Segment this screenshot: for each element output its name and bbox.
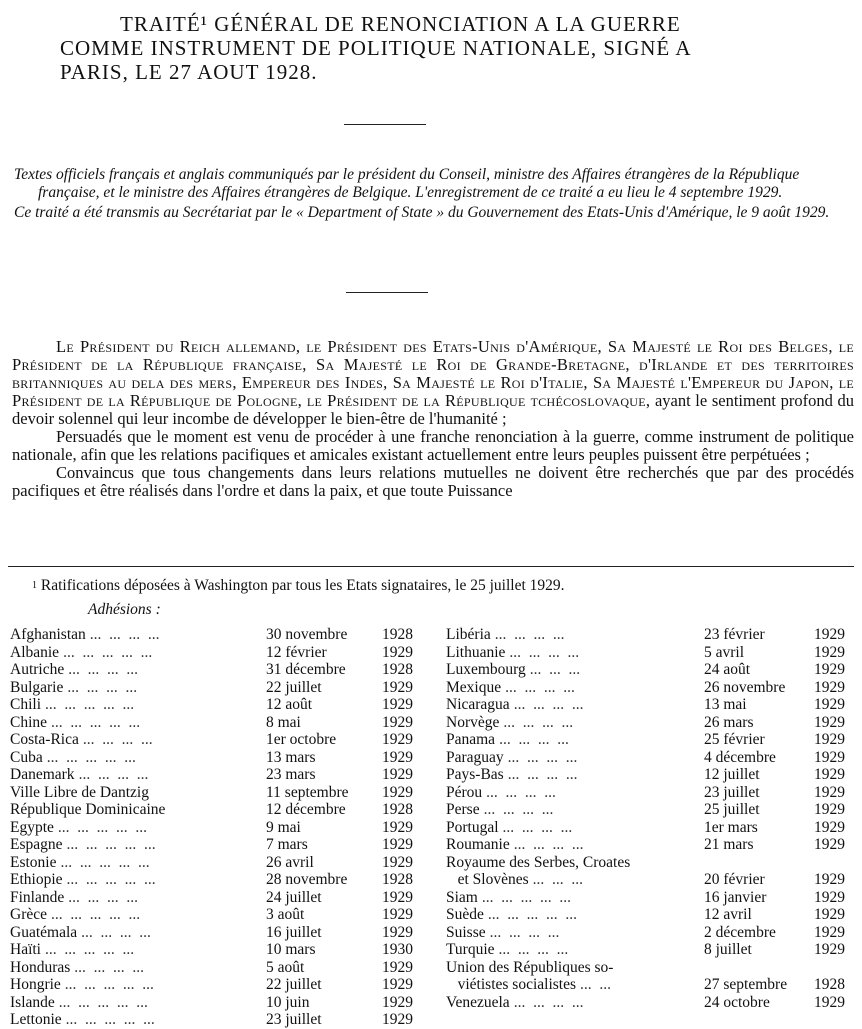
leader-dots: ... ... ... ... ... (60, 853, 150, 871)
adhesion-row (446, 696, 854, 714)
adhesion-row (446, 819, 854, 837)
adhesion-row (10, 714, 426, 732)
adhesion-year: 1929 (814, 678, 845, 696)
adhesion-date: 12 février (266, 643, 327, 661)
adhesion-row (10, 644, 426, 662)
leader-dots: ... ... ... ... ... (58, 993, 148, 1011)
adhesion-row (446, 906, 854, 924)
leader-dots: ... ... ... ... ... (45, 941, 135, 958)
adhesion-country: Libéria ... ... ... ... (446, 626, 565, 643)
adhesion-country: Pays-Bas ... ... ... ... (446, 766, 578, 783)
adhesion-year: 1929 (814, 661, 845, 678)
adhesion-country: Hongrie ... ... ... ... ... (10, 976, 154, 993)
adhesion-date: 16 janvier (704, 888, 767, 906)
adhesion-row (446, 976, 854, 994)
leader-dots: ... ... ... ... (507, 748, 578, 766)
adhesion-country: Paraguay ... ... ... ... (446, 748, 578, 766)
preamble-parties: Le Président du Reich allemand, le Président des Etats-Unis d'Amérique, Sa Majesté le Roi des Belges, le Président de la République française, Sa Majesté le Roi de Grande-Bretagne, d'Irlande et des territoires britanniques au dela des mers, Empereur des Indes, Sa Majesté le Roi d'Italie, Sa Majesté l'Empereur du Japon, le Président de la République de Pologne, le Président de la République tchécoslovaque, (12, 337, 854, 410)
leader-dots: ... ... ... ... (68, 888, 138, 906)
leader-dots: ... ... ... ... (509, 643, 580, 661)
adhesion-country: Perse ... ... ... ... (446, 801, 554, 818)
adhesion-row (446, 854, 854, 872)
adhesion-country: Honduras ... ... ... ... (10, 958, 145, 976)
leader-dots: ... ... ... ... (498, 941, 569, 958)
adhesion-row (10, 661, 426, 679)
leader-dots: ... ... ... ... (513, 836, 584, 853)
leader-dots: ... ... ... ... ... (63, 643, 153, 661)
adhesion-year: 1929 (382, 888, 413, 906)
adhesion-country: viétistes socialistes ... ... (446, 976, 612, 993)
leader-dots: ... ... ... ... (486, 783, 556, 801)
adhesion-country: Pérou ... ... ... ... (446, 783, 556, 801)
adhesion-country: Egypte ... ... ... ... ... (10, 818, 148, 836)
adhesion-row (446, 731, 854, 749)
adhesion-year: 1928 (382, 801, 413, 818)
leader-dots: ... ... ... ... (78, 766, 149, 783)
adhesion-country: Grèce ... ... ... ... ... (10, 906, 141, 923)
adhesion-row (10, 959, 426, 977)
adhesion-row (446, 889, 854, 907)
adhesion-year: 1928 (814, 976, 845, 993)
preamble-paragraph (12, 338, 854, 428)
adhesion-country: Ville Libre de Dantzig (10, 783, 149, 801)
adhesion-row (10, 854, 426, 872)
adhesion-date: 12 décembre (266, 801, 346, 818)
adhesion-date: 26 avril (266, 853, 314, 871)
adhesion-row (10, 941, 426, 959)
adhesion-year: 1929 (382, 678, 413, 696)
adhesion-date: 27 septembre (704, 976, 788, 993)
adhesion-country: Roumanie ... ... ... ... (446, 836, 584, 853)
leader-dots: ... ... ... ... (502, 818, 573, 836)
adhesion-country: Islande ... ... ... ... ... (10, 993, 148, 1011)
adhesion-year: 1929 (814, 643, 845, 661)
adhesion-row (446, 994, 854, 1012)
adhesion-row (10, 924, 426, 942)
adhesion-date: 1er octobre (266, 731, 337, 748)
adhesion-row (446, 959, 854, 977)
adhesion-country: Portugal ... ... ... ... (446, 818, 573, 836)
adhesion-date: 10 mars (266, 941, 316, 958)
adhesion-row (10, 889, 426, 907)
leader-dots: ... ... ... ... (513, 696, 584, 713)
adhesion-year: 1929 (382, 1011, 413, 1028)
adhesions-list-right (446, 626, 854, 1011)
editorial-note-paragraph: Textes officiels français et anglais communiqués par le président du Conseil, ministre des Affaires étrangères de la République française, et le ministre des Affaires étrangères de Belgique. L'enregistrement de ce traité a eu lieu le 4 septembre 1929. (14, 166, 800, 201)
adhesion-country: Norvège ... ... ... ... (446, 713, 574, 731)
adhesion-year: 1929 (814, 818, 845, 836)
adhesion-year: 1929 (814, 783, 845, 801)
adhesion-date: 26 mars (704, 713, 754, 731)
adhesion-row (446, 714, 854, 732)
adhesion-country: Nicaragua ... ... ... ... (446, 696, 584, 713)
title-line-3: PARIS, LE 27 AOUT 1928. (60, 60, 318, 84)
adhesion-year: 1929 (382, 993, 413, 1011)
adhesion-year: 1929 (382, 783, 413, 801)
adhesion-date: 12 juillet (704, 766, 760, 783)
adhesion-year: 1929 (814, 748, 845, 766)
footnote-mark: 1 (32, 580, 37, 591)
adhesion-year: 1929 (814, 871, 845, 888)
adhesion-country: Chine ... ... ... ... ... (10, 713, 141, 731)
adhesion-country: Cuba ... ... ... ... ... (10, 748, 136, 766)
adhesion-country: Afghanistan ... ... ... ... (10, 626, 160, 643)
adhesion-country: Costa-Rica ... ... ... ... (10, 731, 153, 748)
adhesions-list-left (10, 626, 426, 1029)
adhesion-date: 9 mai (266, 818, 301, 836)
adhesion-row (10, 906, 426, 924)
adhesion-row (10, 836, 426, 854)
adhesion-row (446, 924, 854, 942)
title-line-1: TRAITÉ¹ GÉNÉRAL DE RENONCIATION A LA GUERRE (120, 12, 681, 36)
leader-dots: ... ... ... (529, 661, 581, 678)
adhesion-country: Haïti ... ... ... ... ... (10, 941, 135, 958)
adhesion-row (10, 766, 426, 784)
adhesion-date: 23 mars (266, 766, 316, 783)
adhesion-date: 8 mai (266, 713, 301, 731)
adhesion-year: 1929 (382, 696, 413, 713)
adhesion-row (446, 766, 854, 784)
adhesion-year: 1929 (382, 853, 413, 871)
adhesion-date: 22 juillet (266, 678, 322, 696)
adhesion-row (446, 871, 854, 889)
adhesion-country: Panama ... ... ... ... (446, 731, 569, 748)
adhesion-date: 13 mars (266, 748, 316, 766)
adhesion-date: 25 juillet (704, 801, 760, 818)
adhesion-year: 1929 (382, 976, 413, 993)
adhesion-date: 5 avril (704, 643, 745, 661)
adhesion-country: Union des Républiques so- (446, 958, 614, 976)
adhesion-date: 5 août (266, 958, 305, 976)
adhesion-country: Turquie ... ... ... ... (446, 941, 569, 958)
adhesion-year: 1929 (382, 818, 413, 836)
leader-dots: ... ... ... ... (81, 923, 151, 941)
leader-dots: ... ... ... ... ... (51, 906, 141, 923)
adhesion-year: 1929 (814, 888, 845, 906)
adhesion-date: 4 décembre (704, 748, 776, 766)
adhesion-row (10, 871, 426, 889)
adhesion-date: 1er mars (704, 818, 758, 836)
adhesion-country: République Dominicaine (10, 801, 166, 818)
leader-dots: ... ... ... ... (499, 731, 569, 748)
adhesion-date: 22 juillet (266, 976, 322, 993)
adhesion-country: Estonie ... ... ... ... ... (10, 853, 150, 871)
leader-dots: ... ... ... ... ... (487, 906, 578, 923)
leader-dots: ... ... ... ... (483, 801, 554, 818)
leader-dots: ... ... ... ... (82, 731, 153, 748)
adhesion-country: Royaume des Serbes, Croates (446, 853, 631, 871)
adhesion-year: 1929 (814, 801, 845, 818)
leader-dots: ... ... ... ... (513, 993, 584, 1011)
adhesion-date: 23 février (704, 626, 765, 643)
adhesion-year: 1929 (814, 696, 845, 713)
adhesion-year: 1929 (382, 958, 413, 976)
leader-dots: ... ... ... ... (68, 661, 138, 678)
adhesion-year: 1928 (382, 871, 413, 888)
editorial-note-paragraph: Ce traité a été transmis au Secrétariat par le « Department of State » du Gouvernement des Etats-Unis d'Amérique, le 9 août 1929. (14, 204, 830, 221)
adhesion-row (446, 644, 854, 662)
adhesion-date: 20 février (704, 871, 765, 888)
adhesion-country: Chili ... ... ... ... ... (10, 696, 135, 713)
adhesion-date: 8 juillet (704, 941, 752, 958)
footnote-text: Ratifications déposées à Washington par tous les Etats signataires, le 25 juillet 1929. (40, 577, 565, 594)
adhesion-year: 1929 (814, 923, 845, 941)
leader-dots: ... ... ... ... (67, 678, 138, 696)
adhesion-year: 1929 (382, 766, 413, 783)
adhesion-country: Luxembourg ... ... ... (446, 661, 581, 678)
leader-dots: ... ... ... ... ... (46, 748, 136, 766)
adhesion-date: 23 juillet (266, 1011, 322, 1028)
preamble-paragraph: Convaincus que tous changements dans leurs relations mutuelles ne doivent être recherchés que par des procédés pacifiques et être réalisés dans l'ordre et dans la paix, et que toute Puissance (12, 463, 854, 500)
adhesion-country: Siam ... ... ... ... ... (446, 888, 571, 906)
adhesion-date: 13 mai (704, 696, 747, 713)
adhesion-country: Espagne ... ... ... ... ... (10, 836, 156, 853)
adhesion-year: 1929 (382, 713, 413, 731)
adhesion-country: Guatémala ... ... ... ... (10, 923, 151, 941)
adhesion-country: Lithuanie ... ... ... ... (446, 643, 580, 661)
adhesion-country: Albanie ... ... ... ... ... (10, 643, 153, 661)
adhesion-date: 24 octobre (704, 993, 770, 1011)
title-line-2: COMME INSTRUMENT DE POLITIQUE NATIONALE, SIGNÉ A (60, 36, 692, 60)
separator-rule (346, 292, 428, 293)
leader-dots: ... ... ... ... ... (66, 871, 156, 888)
preamble-text: ayant le sentiment profond du devoir solennel qui leur incombe de développer le bien-être de l'humanité ; (12, 391, 854, 428)
footnote-rule (8, 566, 854, 567)
adhesion-year: 1929 (814, 836, 845, 853)
adhesion-country: Danemark ... ... ... ... (10, 766, 149, 783)
adhesion-year: 1929 (382, 906, 413, 923)
adhesion-row (446, 784, 854, 802)
adhesion-date: 23 juillet (704, 783, 760, 801)
adhesion-year: 1929 (814, 766, 845, 783)
adhesion-country: Bulgarie ... ... ... ... (10, 678, 138, 696)
adhesion-country: Suède ... ... ... ... ... (446, 906, 578, 923)
adhesion-country: Suisse ... ... ... ... (446, 923, 560, 941)
leader-dots: ... ... ... ... (489, 923, 560, 941)
adhesion-row (446, 749, 854, 767)
adhesion-row (446, 836, 854, 854)
adhesion-row (10, 749, 426, 767)
leader-dots: ... ... (580, 976, 612, 993)
leader-dots: ... ... ... ... ... (481, 888, 571, 906)
adhesion-row (446, 679, 854, 697)
adhesion-date: 3 août (266, 906, 305, 923)
adhesion-date: 28 novembre (266, 871, 348, 888)
adhesion-date: 12 avril (704, 906, 752, 923)
adhesion-date: 7 mars (266, 836, 308, 853)
adhesion-country: Finlande ... ... ... ... (10, 888, 138, 906)
adhesion-year: 1929 (382, 731, 413, 748)
adhesion-date: 24 juillet (266, 888, 322, 906)
leader-dots: ... ... ... ... (505, 678, 575, 696)
adhesion-date: 16 juillet (266, 923, 322, 941)
leader-dots: ... ... ... ... ... (45, 696, 135, 713)
adhesion-row (10, 696, 426, 714)
adhesion-row (446, 626, 854, 644)
adhesion-year: 1930 (382, 941, 413, 958)
adhesion-year: 1929 (814, 713, 845, 731)
separator-rule (344, 124, 426, 125)
adhesion-row (446, 941, 854, 959)
adhesion-date: 2 décembre (704, 923, 776, 941)
adhesion-date: 12 août (266, 696, 313, 713)
adhesion-year: 1929 (814, 906, 845, 923)
adhesion-row (446, 661, 854, 679)
leader-dots: ... ... ... ... (494, 626, 565, 643)
leader-dots: ... ... ... ... ... (57, 818, 148, 836)
adhesion-date: 31 décembre (266, 661, 346, 678)
leader-dots: ... ... ... ... (74, 958, 145, 976)
document-title (60, 12, 860, 84)
editorial-note (14, 166, 854, 224)
adhesion-country: Ethiopie ... ... ... ... ... (10, 871, 156, 888)
adhesions-label: Adhésions : (88, 601, 161, 618)
adhesion-year: 1928 (382, 626, 413, 643)
adhesion-year: 1929 (814, 626, 845, 643)
adhesion-year: 1928 (382, 661, 413, 678)
adhesion-row (10, 679, 426, 697)
adhesion-row (10, 784, 426, 802)
adhesion-date: 10 juin (266, 993, 310, 1011)
adhesion-date: 21 mars (704, 836, 754, 853)
leader-dots: ... ... ... ... ... (51, 713, 141, 731)
adhesion-country: Lettonie ... ... ... ... ... (10, 1011, 155, 1028)
adhesion-row (10, 994, 426, 1012)
adhesion-year: 1929 (814, 941, 845, 958)
adhesion-country: Mexique ... ... ... ... (446, 678, 575, 696)
leader-dots: ... ... ... (532, 871, 584, 888)
leader-dots: ... ... ... ... (507, 766, 578, 783)
adhesion-row (10, 976, 426, 994)
adhesion-country: et Slovènes ... ... ... (446, 871, 584, 888)
adhesion-year: 1929 (382, 836, 413, 853)
adhesion-year: 1929 (382, 923, 413, 941)
leader-dots: ... ... ... ... ... (66, 836, 156, 853)
adhesion-year: 1929 (382, 748, 413, 766)
leader-dots: ... ... ... ... ... (65, 1011, 155, 1028)
adhesion-row (10, 626, 426, 644)
adhesion-country: Venezuela ... ... ... ... (446, 993, 584, 1011)
adhesion-row (446, 801, 854, 819)
leader-dots: ... ... ... ... (503, 713, 574, 731)
adhesion-row (10, 819, 426, 837)
adhesion-row (10, 731, 426, 749)
treaty-preamble (12, 338, 854, 500)
adhesion-date: 30 novembre (266, 626, 348, 643)
adhesion-year: 1929 (382, 643, 413, 661)
preamble-paragraph: Persuadés que le moment est venu de procéder à une franche renonciation à la guerre, comme instrument de politique nationale, afin que les relations pacifiques et amicales existant actuellement entre leurs peuples puissent être perpétuées ; (12, 427, 854, 464)
adhesion-date: 26 novembre (704, 678, 786, 696)
adhesion-year: 1929 (814, 993, 845, 1011)
adhesion-date: 25 février (704, 731, 765, 748)
adhesion-row (10, 801, 426, 819)
adhesion-year: 1929 (814, 731, 845, 748)
adhesion-date: 24 août (704, 661, 751, 678)
footnote (32, 577, 565, 595)
adhesion-country: Autriche ... ... ... ... (10, 661, 138, 678)
leader-dots: ... ... ... ... ... (64, 976, 154, 993)
leader-dots: ... ... ... ... (89, 626, 160, 643)
adhesion-date: 11 septembre (266, 783, 349, 801)
